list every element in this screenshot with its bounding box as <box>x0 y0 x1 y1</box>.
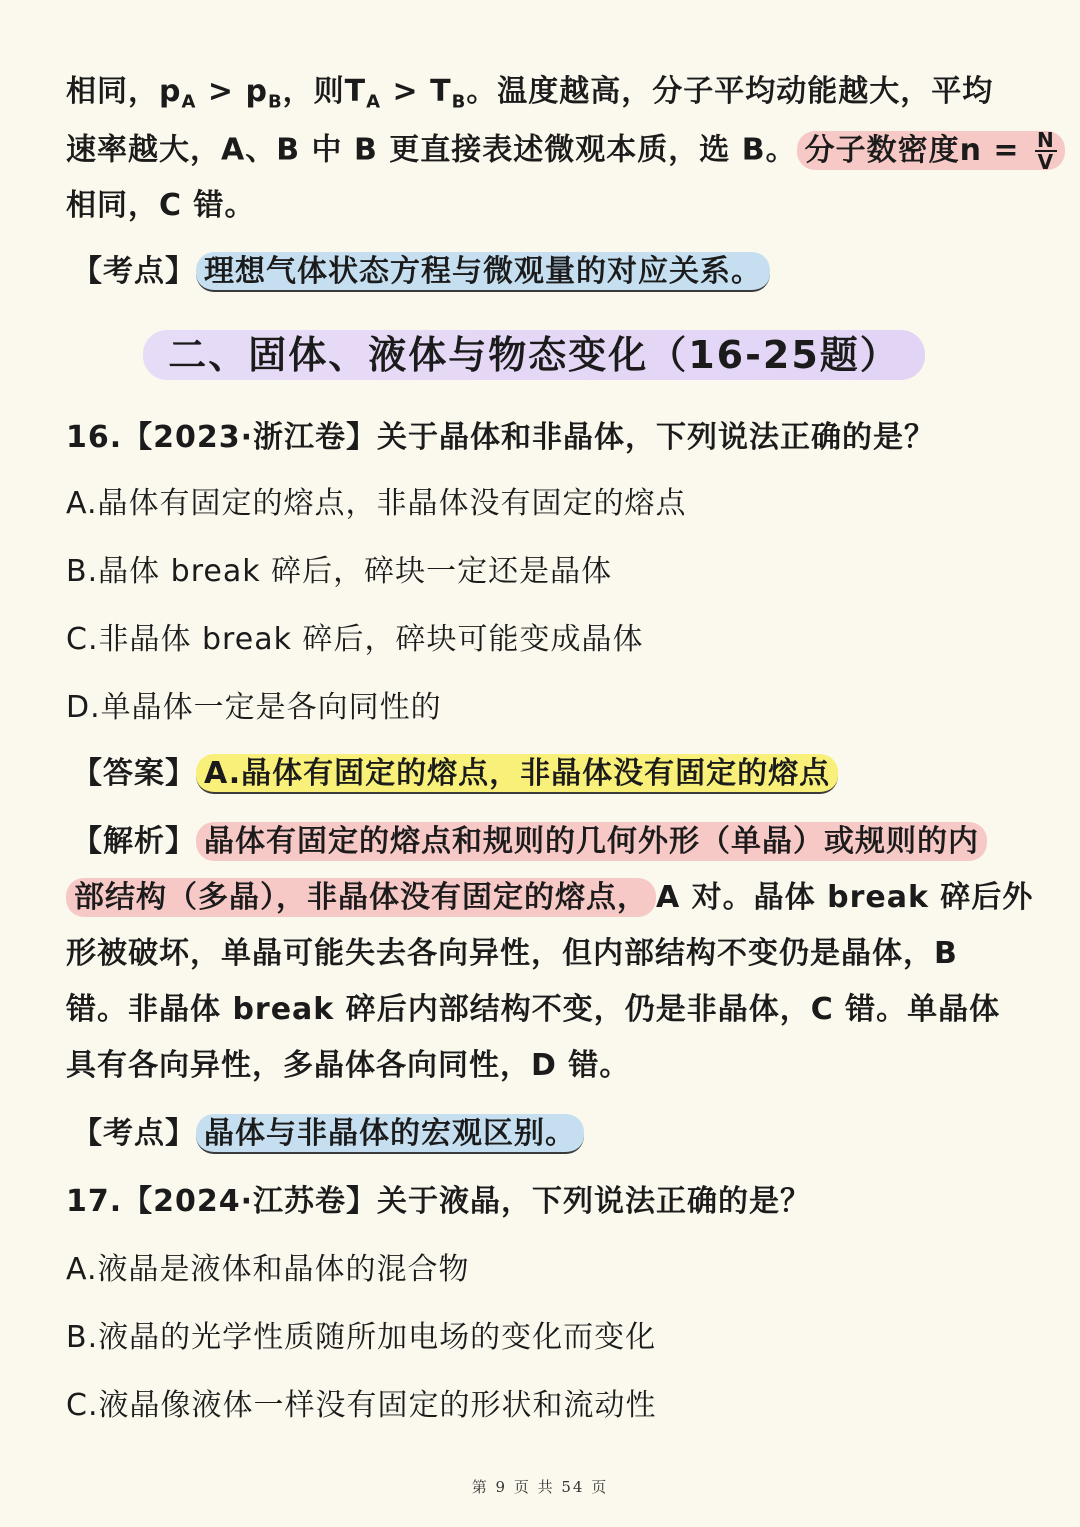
analysis-highlight: 晶体有固定的熔点和规则的几何外形（单晶）或规则的内 <box>196 822 987 861</box>
q16-analysis-line-5: 具有各向异性，多晶体各向同性，D 错。 <box>66 1048 631 1083</box>
intro-line-1 <box>66 72 993 122</box>
q16-analysis-line-3: 形被破坏，单晶可能失去各向异性，但内部结构不变仍是晶体，B <box>66 936 958 971</box>
analysis-highlight: 部结构（多晶），非晶体没有固定的熔点， <box>66 878 656 917</box>
kaodian-tag: 【考点】 <box>72 254 196 289</box>
answer-text: A.晶体有固定的熔点，非晶体没有固定的熔点 <box>196 754 838 794</box>
math-p: p <box>159 74 182 109</box>
q17-option-b: B.液晶的光学性质随所加电场的变化而变化 <box>66 1320 657 1355</box>
q16-analysis-line-4: 错。非晶体 break 碎后内部结构不变，仍是非晶体，C 错。单晶体 <box>66 992 1001 1027</box>
math-subscript: B <box>267 91 283 113</box>
intro-text: 速率越大，A、B 中 B 更直接表述微观本质，选 B。 <box>66 132 797 168</box>
intro-line-3 <box>66 186 255 226</box>
intro-text: 相同， <box>66 74 159 109</box>
math-operator: > T <box>381 74 452 109</box>
kaodian-text: 晶体与非晶体的宏观区别。 <box>196 1114 584 1154</box>
intro-text: 。温度越高，分子平均动能越大，平均 <box>466 74 994 109</box>
q16-stem: 16.【2023·浙江卷】关于晶体和非晶体，下列说法正确的是？ <box>66 420 936 455</box>
page-number-footer: 第 9 页 共 54 页 <box>471 1478 609 1496</box>
fraction-n-v <box>1035 130 1057 172</box>
q16-kaodian <box>72 1114 584 1154</box>
density-text: 分子数密度n = <box>804 132 1031 168</box>
intro-text: 相同，C 错。 <box>66 188 256 223</box>
section-title: 二、固体、液体与物态变化（16-25题） <box>143 330 925 380</box>
math-subscript: B <box>451 91 467 113</box>
analysis-text: A 对。晶体 break 碎后外 <box>656 880 1034 915</box>
math-subscript: A <box>366 91 382 113</box>
q16-analysis-line-2 <box>66 878 1033 918</box>
analysis-tag: 【解析】 <box>72 824 196 859</box>
q16-option-d: D.单晶体一定是各向同性的 <box>66 690 442 725</box>
intro-line-2 <box>66 130 1065 172</box>
answer-tag: 【答案】 <box>72 756 196 791</box>
fraction-denominator: V <box>1037 150 1055 174</box>
math-operator: > <box>196 74 246 109</box>
kaodian-1 <box>72 252 770 292</box>
q16-analysis-line-1 <box>72 822 987 862</box>
q16-answer <box>72 754 838 794</box>
kaodian-text: 理想气体状态方程与微观量的对应关系。 <box>196 252 770 292</box>
q17-option-a: A.液晶是液体和晶体的混合物 <box>66 1252 470 1287</box>
q17-option-c: C.液晶像液体一样没有固定的形状和流动性 <box>66 1388 657 1423</box>
fraction-numerator: N <box>1036 128 1055 152</box>
math-subscript: A <box>181 91 197 113</box>
intro-text: ，则T <box>282 74 367 109</box>
kaodian-tag: 【考点】 <box>72 1116 196 1151</box>
q16-option-b: B.晶体 break 碎后，碎块一定还是晶体 <box>66 554 613 589</box>
q16-option-a: A.晶体有固定的熔点，非晶体没有固定的熔点 <box>66 486 687 521</box>
q17-stem: 17.【2024·江苏卷】关于液晶，下列说法正确的是？ <box>66 1184 812 1219</box>
math-p: p <box>245 74 268 109</box>
q16-option-c: C.非晶体 break 碎后，碎块可能变成晶体 <box>66 622 644 657</box>
highlight-density <box>797 128 1065 174</box>
